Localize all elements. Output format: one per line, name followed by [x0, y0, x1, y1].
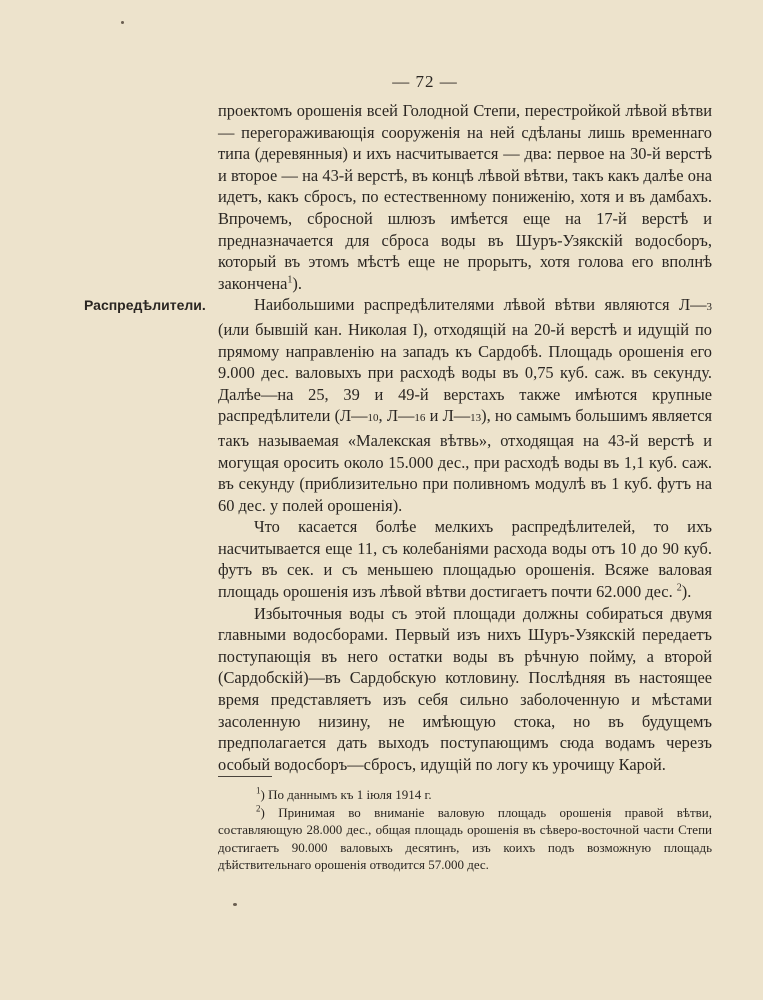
footnote — [218, 786, 712, 804]
paragraph-text: ), но самымъ большимъ является такъ называемая «Малекская вѣтвь», отходящая на 43-й верстѣ и могущая оросить около 15.000 дес., при расходѣ воды въ 1,1 куб. саж. въ секунду (приблизительно при поливномъ модулѣ въ 1 куб. футъ на 60 дес. у полей орошенія). — [218, 406, 713, 515]
paragraph — [218, 294, 712, 516]
footnotes — [218, 786, 712, 874]
page-number: — 72 — — [392, 72, 458, 91]
paragraph-text: , Л— — [378, 406, 415, 426]
paragraph-text: и Л— — [425, 406, 471, 426]
paper-speck — [121, 21, 124, 24]
paragraph-text: ). — [681, 582, 692, 602]
paragraph — [218, 516, 712, 602]
footnote-divider — [218, 776, 272, 777]
margin-note-heading: Распредѣлители. — [84, 297, 206, 313]
footnote-reference: 1 — [287, 274, 293, 286]
paragraph-text: проектомъ орошенія всей Голодной Степи, перестройкой лѣвой вѣтви — перегораживающія сооруженія на ней сдѣланы лишь временнаго типа (деревянныя) и ихъ насчитывается — два: первое на 30-й верстѣ и второе — на 43-й верстѣ, въ концѣ лѣвой вѣтви, такъ какъ далѣе она идетъ, какъ сбросъ, по естественному пониженію, хотя и въ дамбахъ. Впрочемъ, сбросной шлюзъ имѣется еще на 17-й верстѣ и предназначается для сброса воды въ Шуръ-Узякскій водосборъ, который въ этомъ мѣстѣ еще не прорытъ, хотя голова его вполнѣ закончена — [218, 101, 712, 293]
paragraph-text: Наибольшими распредѣлителями лѣвой вѣтви являются Л— — [254, 295, 707, 315]
main-text — [218, 100, 712, 775]
channel-subscript: 3 — [706, 301, 712, 314]
paragraph-text: Что касается болѣе мелкихъ распредѣлителей, то ихъ насчитывается еще 11, съ колебаніями расхода воды отъ 10 до 90 куб. футъ въ сек. и съ меньшею площадью орошенія. Всяже валовая площадь орошенія изъ лѣвой вѣтви достигаетъ почти 62.000 дес. — [218, 517, 712, 602]
paragraph-text: Избыточныя воды съ этой площади должны собираться двумя главными водосборами. Первый изъ нихъ Шуръ-Узякскій передаетъ поступающія въ него остатки воды въ рѣчную пойму, а второй (Сардобскій)—въ Сардобскую котловину. Послѣдняя въ настоящее время представляетъ изъ себя сильно заболоченную и мѣстами засоленную низину, не имѣющую стока, но въ будущемъ предполагается дать выходъ поступающимъ сюда водамъ черезъ особый водосборъ—сбросъ, идущій по логу къ урочищу Карой. — [218, 603, 712, 774]
paragraph — [218, 603, 712, 776]
paragraph-text: (или бывшій кан. Николая I), отходящій на 20-й верстѣ и идущій по прямому направленію на западъ къ Сардобѣ. Площадь орошенія его 9.000 дес. валовыхъ при расходѣ воды въ 0,75 куб. саж. въ секунду. Далѣе—на 25, 39 и 49-й верстахъ также имѣются крупные распредѣлители (Л— — [218, 319, 712, 426]
footnote-text: ) Принимая во вниманіе валовую площадь орошенія правой вѣтви, составляющую 28.000 дес., общая площадь орошенія въ сѣверо-восточной части Степи достигаетъ 90.000 валовыхъ десятинъ, изъ коихъ подъ возможную площадь дѣйствительнаго орошенія отводится 57.000 дес. — [218, 804, 712, 873]
channel-subscript: 16 — [414, 412, 426, 425]
paper-speck — [233, 903, 237, 906]
footnote-number: 1 — [256, 785, 261, 796]
paragraph — [218, 100, 712, 294]
footnote-text: ) По даннымъ къ 1 іюля 1914 г. — [260, 787, 432, 802]
footnote — [218, 804, 712, 874]
paragraph-text: ). — [292, 273, 302, 293]
footnote-reference: 2 — [676, 582, 682, 594]
channel-subscript: 10 — [367, 412, 379, 425]
channel-subscript: 13 — [470, 412, 482, 425]
footnote-number: 2 — [256, 803, 261, 814]
